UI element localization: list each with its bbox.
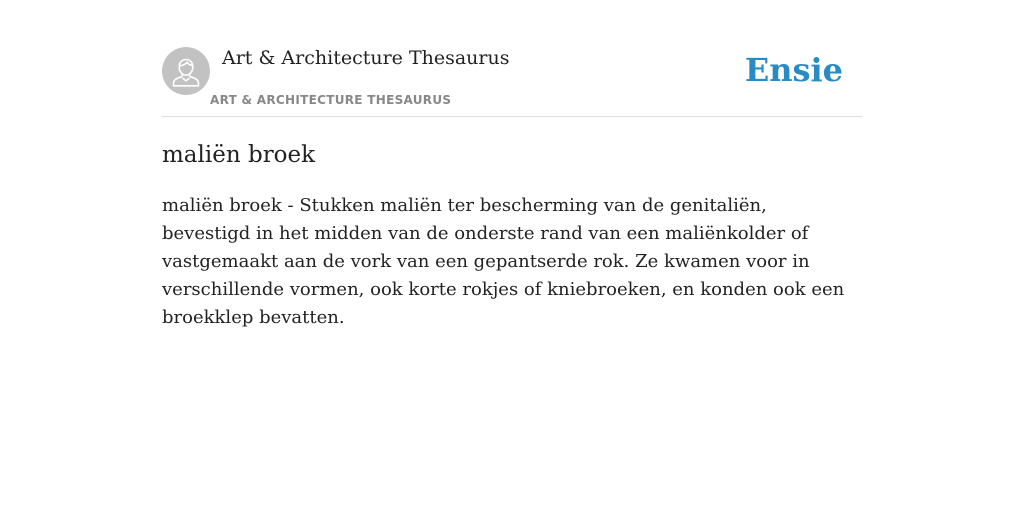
entry-header — [162, 0, 862, 117]
page-container — [162, 0, 862, 512]
entry-title: maliën broek — [162, 142, 316, 168]
author-name-link[interactable]: Art & Architecture Thesaurus — [222, 47, 510, 69]
source-tag-link[interactable]: ART & ARCHITECTURE THESAURUS — [210, 93, 452, 107]
author-avatar[interactable] — [162, 47, 210, 95]
ensie-logo[interactable]: Ensie — [744, 51, 843, 89]
user-avatar-icon — [162, 47, 210, 95]
entry-definition: maliën broek - Stukken maliën ter bescherming van de genitaliën, bevestigd in het midden van de onderste rand van een maliënkolder of vastgemaakt aan de vork van een gepantserde rok. Ze kwamen voor in verschillende vormen, ook korte rokjes of kniebroeken, en konden ook een broekklep bevatten. — [162, 195, 845, 328]
